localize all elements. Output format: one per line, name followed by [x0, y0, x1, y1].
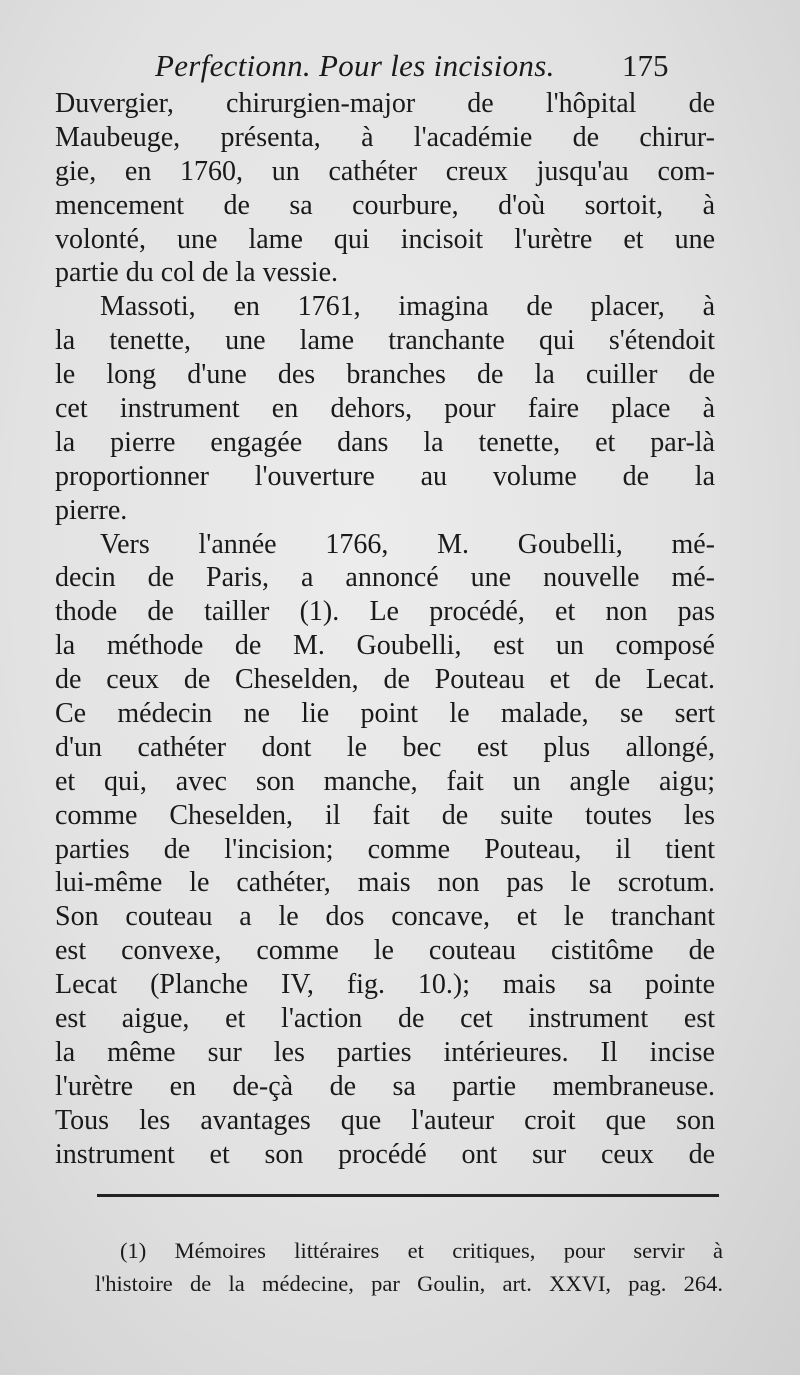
text-line: Duvergier, chirurgien-major de l'hôpital de	[55, 88, 715, 119]
paragraph	[55, 528, 715, 1172]
page-number: 175	[622, 48, 669, 83]
text-line: l'urètre en de-çà de sa partie membraneuse.	[55, 1070, 715, 1102]
text-line: Tous les avantages que l'auteur croit que son	[55, 1104, 715, 1136]
body-text	[55, 87, 715, 1172]
text-line: decin de Paris, a annoncé une nouvelle mé-	[55, 562, 715, 594]
text-line: Lecat (Planche IV, fig. 10.); mais sa pointe	[55, 969, 715, 1001]
footnote-line: (1) Mémoires littéraires et critiques, pour servir à	[120, 1238, 723, 1263]
paragraph	[55, 290, 715, 527]
text-line: pierre.	[55, 494, 128, 526]
footnote-rule	[97, 1194, 719, 1197]
text-line: Maubeuge, présenta, à l'académie de chirur-	[55, 121, 715, 153]
page-header	[0, 48, 800, 88]
paragraph	[55, 87, 715, 290]
footnote-line: l'histoire de la médecine, par Goulin, art. XXVI, pag. 264.	[95, 1271, 723, 1296]
text-line: la méthode de M. Goubelli, est un composé	[55, 630, 715, 662]
text-line: le long d'une des branches de la cuiller de	[55, 359, 715, 391]
text-line: Vers l'année 1766, M. Goubelli, mé-	[100, 528, 715, 560]
text-line: et qui, avec son manche, fait un angle aigu;	[55, 765, 715, 797]
text-line: la tenette, une lame tranchante qui s'étendoit	[55, 325, 715, 357]
text-line: de ceux de Cheselden, de Pouteau et de Lecat.	[55, 664, 715, 696]
footnote	[95, 1234, 723, 1300]
text-line: Son couteau a le dos concave, et le tranchant	[55, 901, 715, 933]
text-line: thode de tailler (1). Le procédé, et non pas	[55, 596, 715, 628]
text-line: gie, en 1760, un cathéter creux jusqu'au com-	[55, 155, 715, 187]
text-line: cet instrument en dehors, pour faire place à	[55, 393, 715, 425]
text-line: est convexe, comme le couteau cistitôme de	[55, 935, 715, 967]
text-line: la même sur les parties intérieures. Il incise	[55, 1036, 715, 1068]
text-line: d'un cathéter dont le bec est plus allongé,	[55, 731, 715, 763]
text-line: comme Cheselden, il fait de suite toutes les	[55, 799, 715, 831]
text-line: lui-même le cathéter, mais non pas le scrotum.	[55, 867, 715, 899]
text-line: partie du col de la vessie.	[55, 257, 339, 289]
text-line: la pierre engagée dans la tenette, et par-là	[55, 426, 715, 458]
text-line: mencement de sa courbure, d'où sortoit, à	[55, 189, 715, 221]
text-line: instrument et son procédé ont sur ceux de	[55, 1138, 715, 1170]
text-line: parties de l'incision; comme Pouteau, il tient	[55, 833, 715, 865]
text-line: Ce médecin ne lie point le malade, se sert	[55, 698, 715, 730]
text-line: volonté, une lame qui incisoit l'urètre et une	[55, 223, 715, 255]
running-head: Perfectionn. Pour les incisions.	[155, 48, 555, 83]
text-line: est aigue, et l'action de cet instrument est	[55, 1003, 715, 1035]
text-line: proportionner l'ouverture au volume de la	[55, 460, 715, 492]
text-line: Massoti, en 1761, imagina de placer, à	[100, 291, 715, 323]
